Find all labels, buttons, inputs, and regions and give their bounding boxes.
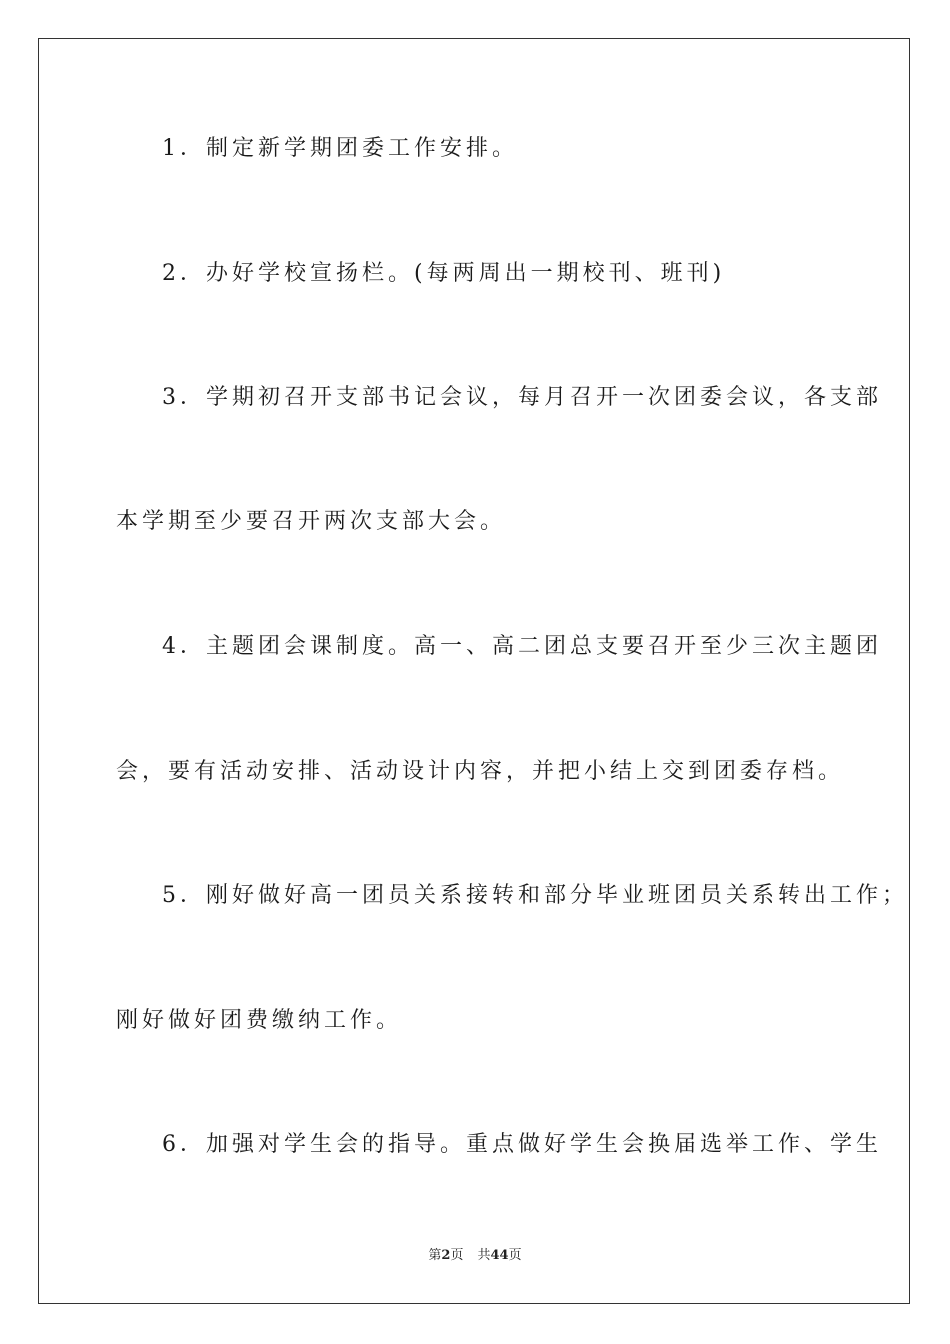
list-item-6: 6．加强对学生会的指导。重点做好学生会换届选举工作、学生: [162, 1132, 882, 1157]
page-border: [38, 38, 910, 1304]
list-item-3-continuation: 本学期至少要召开两次支部大会。: [116, 509, 507, 534]
total-suffix: 页: [508, 1248, 522, 1263]
list-item-4: 4．主题团会课制度。高一、高二团总支要召开至少三次主题团: [162, 634, 882, 659]
page-prefix: 第: [428, 1248, 442, 1263]
list-item-4-continuation: 会，要有活动安排、活动设计内容，并把小结上交到团委存档。: [116, 759, 845, 784]
total-pages: 44: [490, 1248, 509, 1263]
list-item-3: 3．学期初召开支部书记会议，每月召开一次团委会议，各支部: [162, 385, 882, 410]
list-item-2: 2．办好学校宣扬栏。(每两周出一期校刊、班刊): [162, 261, 726, 286]
total-prefix: 共: [477, 1248, 491, 1263]
page-footer: [0, 1247, 950, 1265]
list-item-5: 5．刚好做好高一团员关系接转和部分毕业班团员关系转出工作；: [162, 883, 908, 908]
page-suffix: 页: [450, 1248, 464, 1263]
list-item-1: 1．制定新学期团委工作安排。: [162, 136, 518, 161]
page-number: 2: [441, 1248, 451, 1263]
list-item-5-continuation: 刚好做好团费缴纳工作。: [116, 1008, 403, 1033]
